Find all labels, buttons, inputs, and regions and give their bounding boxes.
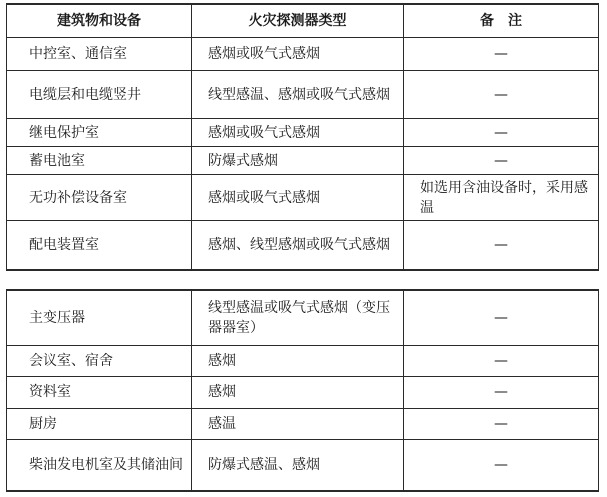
cell-note: — <box>404 290 599 345</box>
cell-building: 主变压器 <box>7 290 192 345</box>
cell-building: 中控室、通信室 <box>7 38 192 71</box>
cell-detector-type: 防爆式感烟 <box>192 147 404 175</box>
cell-building: 蓄电池室 <box>7 147 192 175</box>
cell-detector-type: 感烟或吸气式感烟 <box>192 38 404 71</box>
table-row <box>7 408 599 439</box>
cell-detector-type: 感温 <box>192 408 404 439</box>
cell-detector-type: 感烟、线型感烟或吸气式感烟 <box>192 221 404 270</box>
cell-building: 资料室 <box>7 376 192 408</box>
cell-detector-type: 感烟或吸气式感烟 <box>192 175 404 221</box>
table-row <box>7 119 599 147</box>
cell-building: 无功补偿设备室 <box>7 175 192 221</box>
table-row <box>7 290 599 345</box>
cell-note: — <box>404 376 599 408</box>
cell-building: 厨房 <box>7 408 192 439</box>
cell-note: — <box>404 408 599 439</box>
detector-table-part-1 <box>6 3 599 271</box>
table-row <box>7 376 599 408</box>
cell-note: — <box>404 345 599 376</box>
cell-note: — <box>404 147 599 175</box>
table-row <box>7 147 599 175</box>
cell-note: — <box>404 439 599 491</box>
cell-detector-type: 感烟 <box>192 345 404 376</box>
table-row <box>7 439 599 491</box>
cell-detector-type: 感烟或吸气式感烟 <box>192 119 404 147</box>
header-building: 建筑物和设备 <box>7 4 192 38</box>
cell-building: 柴油发电机室及其储油间 <box>7 439 192 491</box>
cell-building: 继电保护室 <box>7 119 192 147</box>
cell-detector-type: 防爆式感温、感烟 <box>192 439 404 491</box>
cell-building: 会议室、宿舍 <box>7 345 192 376</box>
cell-detector-type: 线型感温或吸气式感烟（变压器器室） <box>192 290 404 345</box>
cell-note: — <box>404 38 599 71</box>
cell-note: — <box>404 221 599 270</box>
table-row <box>7 345 599 376</box>
cell-note: — <box>404 119 599 147</box>
table-row <box>7 38 599 71</box>
table-row <box>7 71 599 119</box>
detector-table-part-2 <box>6 289 599 492</box>
cell-building: 电缆层和电缆竖井 <box>7 71 192 119</box>
cell-note: — <box>404 71 599 119</box>
table-row <box>7 175 599 221</box>
cell-detector-type: 感烟 <box>192 376 404 408</box>
table-row <box>7 221 599 270</box>
cell-note: 如选用含油设备时，采用感温 <box>404 175 599 221</box>
cell-building: 配电装置室 <box>7 221 192 270</box>
cell-detector-type: 线型感温、感烟或吸气式感烟 <box>192 71 404 119</box>
table-header-row <box>7 4 599 38</box>
header-note: 备 注 <box>404 4 599 38</box>
header-detector-type: 火灾探测器类型 <box>192 4 404 38</box>
